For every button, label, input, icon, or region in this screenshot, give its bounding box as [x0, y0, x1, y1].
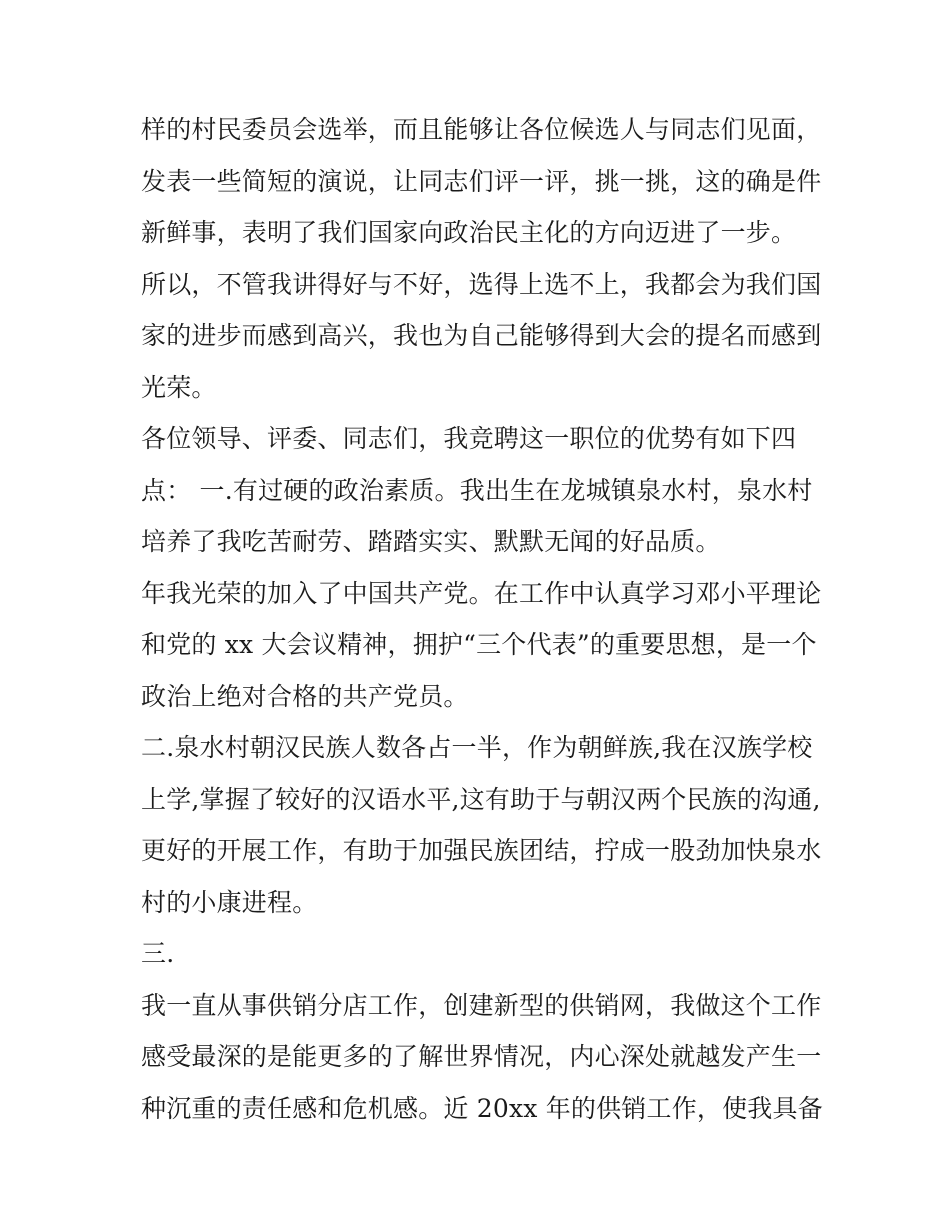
- text-line: 新鲜事，表明了我们国家向政治民主化的方向迈进了一步。: [141, 218, 797, 247]
- text-line: 二.泉水村朝汉民族人数各占一半，作为朝鲜族,我在汉族学校: [141, 733, 813, 762]
- text-line: 我一直从事供销分店工作，创建新型的供销网，我做这个工作: [141, 990, 822, 1020]
- text-line: 各位领导、评委、同志们，我竞聘这一职位的优势有如下四: [141, 424, 797, 453]
- text-line: 更好的开展工作，有助于加强民族团结，拧成一股劲加快泉水: [141, 836, 822, 865]
- text-line: 感受最深的是能更多的了解世界情况，内心深处就越发产生一: [141, 1042, 822, 1071]
- text-line: 种沉重的责任感和危机感。近 20xx 年的供销工作，使我具备: [141, 1093, 823, 1123]
- text-line: 点： 一.有过硬的政治素质。我出生在龙城镇泉水村，泉水村: [141, 475, 813, 505]
- text-line: 年我光荣的加入了中国共产党。在工作中认真学习邓小平理论: [141, 578, 822, 608]
- text-line: 政治上绝对合格的共产党员。: [141, 681, 469, 711]
- document-body: [141, 104, 821, 1134]
- text-line: 三.: [141, 939, 175, 968]
- text-line: 上学,掌握了较好的汉语水平,这有助于与朝汉两个民族的沟通,: [141, 784, 821, 814]
- text-line: 和党的 xx 大会议精神，拥护“三个代表”的重要思想，是一个: [141, 630, 817, 659]
- text-line: 所以，不管我讲得好与不好，选得上选不上，我都会为我们国: [141, 269, 822, 299]
- text-line: 村的小康进程。: [141, 887, 318, 917]
- text-line: 培养了我吃苦耐劳、踏踏实实、默默无闻的好品质。: [141, 527, 721, 556]
- text-line: 家的进步而感到高兴，我也为自己能够得到大会的提名而感到: [141, 321, 822, 350]
- text-line: 光荣。: [141, 372, 217, 402]
- text-line: 发表一些简短的演说，让同志们评一评，挑一挑，这的确是件: [141, 166, 822, 196]
- text-line: 样的村民委员会选举，而且能够让各位候选人与同志们见面，: [141, 115, 822, 144]
